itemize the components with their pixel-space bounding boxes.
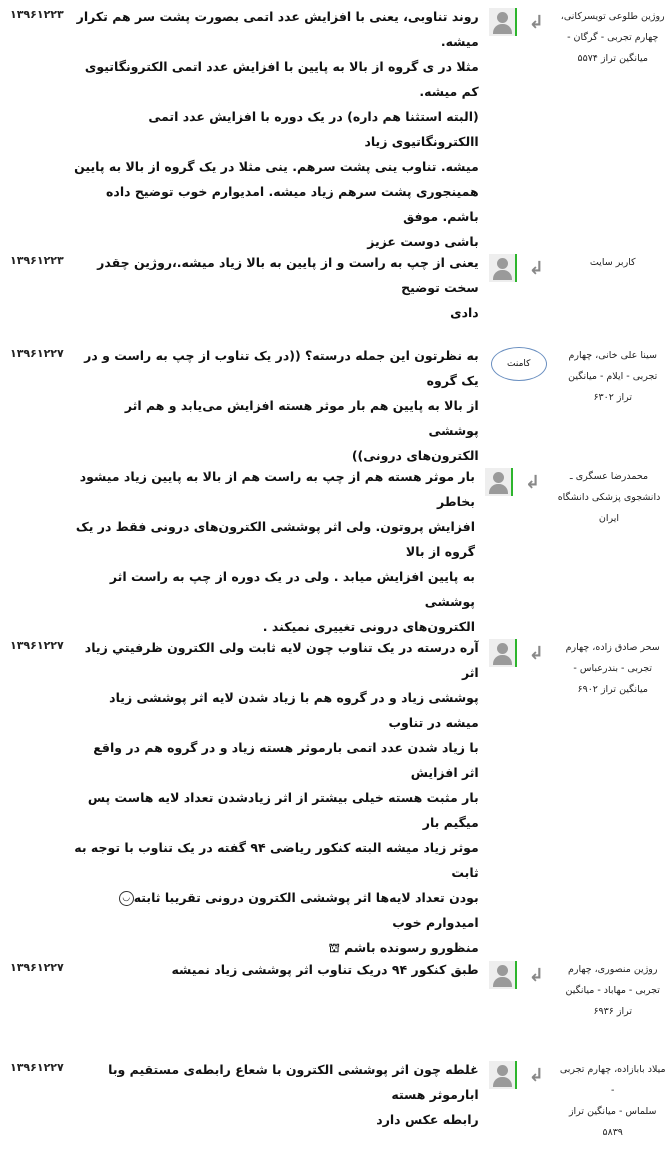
author-line: روژین منصوری، چهارم bbox=[567, 964, 658, 975]
avatar bbox=[489, 639, 517, 667]
author-line: سینا علی خانی، چهارم bbox=[568, 350, 657, 361]
text-line: باشی دوست عزیز bbox=[367, 234, 479, 249]
author-line: ۵۸۳۹ bbox=[602, 1127, 623, 1138]
author-line: تراز ۶۹۳۶ bbox=[593, 1006, 632, 1017]
text-line: الکترون‌های درونی)) bbox=[351, 448, 479, 463]
comment-actions bbox=[489, 8, 559, 42]
comment-date: ۱۳۹۶۱۲۲۷ bbox=[10, 961, 64, 974]
reply-arrow-icon[interactable]: ↲ bbox=[528, 1065, 544, 1086]
author-line: محمدرضا عسگری ـ bbox=[569, 471, 649, 482]
comment-text bbox=[74, 250, 479, 325]
comment-text bbox=[74, 1057, 479, 1132]
text-line: از بالا به پایین هم بار موثر هسته افزایش می‌یابد و هم اثر پوششی bbox=[124, 398, 479, 438]
text-line: بار موثر هسته هم از چپ به راست هم از بالا به پایین زیاد میشود بخاطر bbox=[79, 469, 475, 509]
text-line: با زیاد شدن عدد اتمی بارموثر هسته زیاد و در گروه هم در واقع اثر افزایش bbox=[93, 740, 479, 780]
text-line: همینجوری پشت سرهم زیاد میشه. امدیوارم خوب توضیح داده باشم. موفق bbox=[106, 184, 479, 224]
comment-5 bbox=[0, 639, 667, 961]
reply-arrow-icon[interactable]: ↲ bbox=[528, 12, 544, 33]
comment-date: ۱۳۹۶۱۲۲۷ bbox=[10, 1061, 64, 1074]
author-line: تجربی - بندرعباس - bbox=[573, 663, 653, 674]
author-line: چهارم تجربی - گرگان - bbox=[567, 32, 659, 43]
comment-text bbox=[74, 957, 479, 982]
author-line: میانگین تراز ۵۵۷۴ bbox=[577, 53, 648, 64]
author-line: تجربی - ایلام - میانگین bbox=[568, 371, 658, 382]
author-line: تجربی - مهاباد - میانگین bbox=[565, 985, 660, 996]
text-line: آره درسته در یک تناوب چون لایه ثابت ولی الکترون ظرفیتي زیاد اثر bbox=[84, 640, 479, 680]
comment-actions bbox=[489, 347, 559, 381]
reply-arrow-icon[interactable]: ↲ bbox=[528, 965, 544, 986]
text-line: (البته استثنا هم داره) در یک دوره با افزایش عدد اتمی االکترونگاتیوی زیاد bbox=[148, 109, 479, 149]
comment-3 bbox=[0, 347, 667, 468]
text-line: طبق کنکور ۹۴ دریک تناوب اثر پوششی زیاد نمیشه bbox=[171, 962, 479, 977]
reply-arrow-icon[interactable]: ↲ bbox=[528, 643, 544, 664]
text-line: الکترون‌های درونی تغییری نمیکند . bbox=[262, 619, 475, 634]
comment-text bbox=[74, 4, 479, 254]
emoji-icon: ⛫ bbox=[328, 941, 340, 955]
text-line bbox=[74, 885, 479, 935]
reply-arrow-icon[interactable]: ↲ bbox=[525, 472, 541, 493]
comment-author bbox=[559, 959, 667, 1022]
author-line: میلاد بابازاده، چهارم تجربی - bbox=[559, 1064, 666, 1096]
comment-text bbox=[74, 343, 479, 468]
avatar bbox=[489, 1061, 517, 1089]
comment-author bbox=[559, 252, 667, 273]
comment-author bbox=[559, 1059, 667, 1143]
author-line: روژین طلوعی تویسرکانی، bbox=[560, 11, 665, 22]
comment-author bbox=[559, 6, 667, 69]
text-line: روند تناوبی، یعنی با افزایش عدد اتمی بصورت پشت سر هم تکرار میشه. bbox=[76, 9, 479, 49]
avatar bbox=[489, 961, 517, 989]
text-line: به پایین افزایش میابد . ولی در یک دوره از چپ به راست اثر پوششی bbox=[109, 569, 475, 609]
comment-date: ۱۳۹۶۱۲۲۳ bbox=[10, 8, 64, 21]
comment-1 bbox=[0, 8, 667, 254]
comment-6 bbox=[0, 961, 667, 1061]
comment-author bbox=[559, 637, 667, 700]
text-line: مثلا در ی گروه از بالا به پایین با افزایش عدد اتمی الکترونگاتیوی کم میشه. bbox=[84, 59, 479, 99]
avatar bbox=[489, 254, 517, 282]
comment-actions bbox=[485, 468, 555, 502]
comment-4 bbox=[0, 468, 667, 639]
author-line: میانگین تراز ۶۹۰۲ bbox=[577, 684, 648, 695]
comment-actions bbox=[489, 961, 559, 995]
comment-date: ۱۳۹۶۱۲۲۷ bbox=[10, 639, 64, 652]
text-line: رابطه عکس دارد bbox=[376, 1112, 479, 1127]
text-line: به نظرتون این جمله درسته؟ ((در یک تناوب از چپ به راست و در یک گروه bbox=[84, 348, 479, 388]
text-line: میشه. تناوب ینی پشت سرهم. ینی مثلا در یک گروه از بالا به پایین bbox=[74, 159, 479, 174]
comment-actions bbox=[489, 639, 559, 673]
avatar bbox=[485, 468, 513, 496]
text-line: بار مثبت هسته خیلی بیشتر از اثر زیادشدن تعداد لایه هاست پس میگیم بار bbox=[87, 790, 479, 830]
text-part: بودن تعداد لایه‌ها اثر پوششی الکترون درونی تقریبا ثابته bbox=[133, 890, 479, 905]
comment-date: ۱۳۹۶۱۲۲۳ bbox=[10, 254, 64, 267]
author-line: ایران bbox=[598, 513, 620, 524]
text-part: منظورو رسونده باشم bbox=[344, 940, 479, 955]
text-line: افزایش پروتون. ولی اثر پوششی الکترون‌های درونی فقط در یک گروه از بالا bbox=[75, 519, 475, 559]
author-line: سلماس - میانگین تراز bbox=[568, 1106, 657, 1117]
comment-text bbox=[70, 464, 475, 639]
author-line: دانشجوی پزشکی دانشگاه bbox=[557, 492, 661, 503]
comment-actions bbox=[489, 1061, 559, 1095]
author-line: سحر صادق زاده، چهارم bbox=[565, 642, 660, 653]
author-line: تراز ۶۳۰۲ bbox=[593, 392, 632, 403]
text-line: غلطه چون اثر پوششی الکترون با شعاع رابطه‌ی مستقیم وبا ابارموثر هسته bbox=[108, 1062, 479, 1102]
text-line: یعنی از چپ به راست و از پایین به بالا زیاد میشه.،روژین چقدر سخت توضیح bbox=[97, 255, 479, 295]
text-line: پوششی زیاد و در گروه هم با زیاد شدن لایه اثر پوششی زیاد میشه در تناوب bbox=[109, 690, 479, 730]
text-part: امیدوارم خوب bbox=[392, 915, 479, 930]
comment-author bbox=[559, 345, 667, 408]
text-line: دادی bbox=[450, 305, 479, 320]
comment-author bbox=[555, 466, 663, 529]
comment-2 bbox=[0, 254, 667, 347]
comment-text bbox=[74, 635, 479, 961]
avatar bbox=[489, 8, 517, 36]
comment-actions bbox=[489, 254, 559, 288]
author-line: کاربر سایت bbox=[589, 257, 636, 268]
reply-arrow-icon[interactable]: ↲ bbox=[528, 258, 544, 279]
comment-badge[interactable]: کامنت bbox=[491, 347, 547, 381]
smiley-icon: ◡ bbox=[119, 891, 134, 906]
comment-date: ۱۳۹۶۱۲۲۷ bbox=[10, 347, 64, 360]
text-line: موثر زیاد میشه البته کنکور ریاضی ۹۴ گفته در یک تناوب با توجه به ثابت bbox=[74, 840, 479, 880]
comment-7 bbox=[0, 1061, 667, 1151]
